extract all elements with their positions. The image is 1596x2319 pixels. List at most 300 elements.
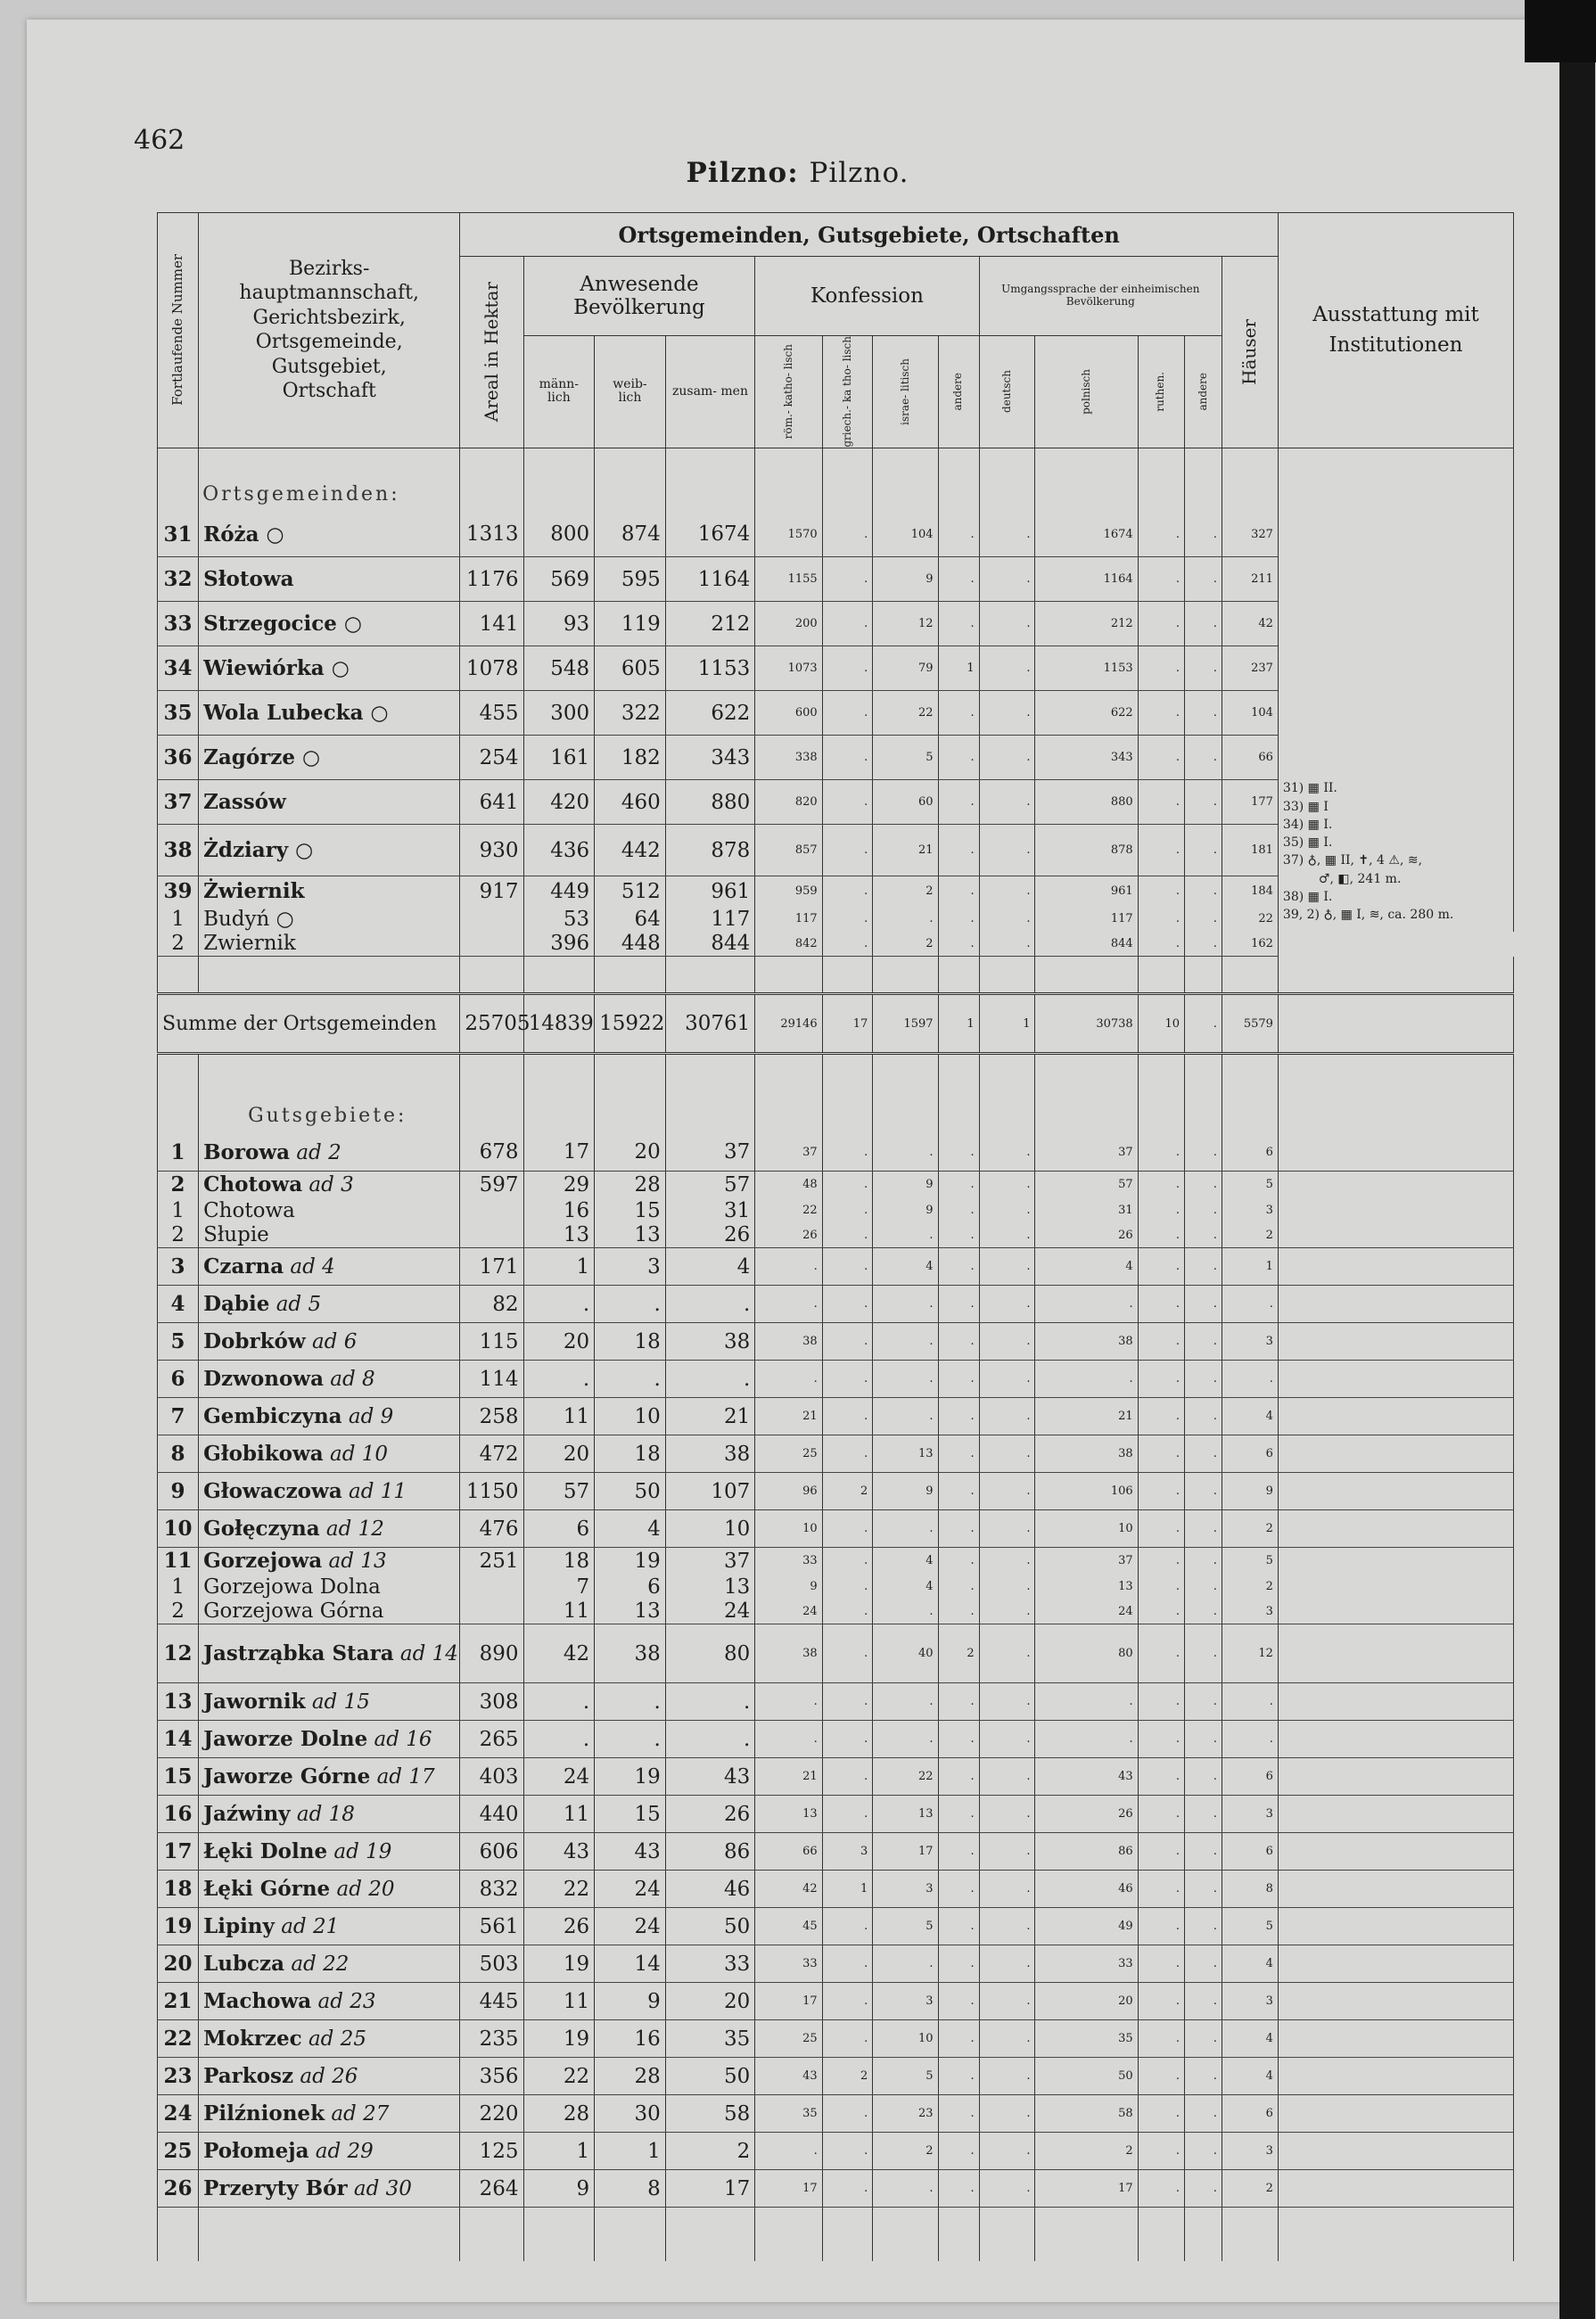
cell-m: 43 <box>523 1833 595 1871</box>
place-name-text: Gorzejowa <box>203 1549 323 1574</box>
spacer-cell <box>158 1054 199 1134</box>
cell-po: 58 <box>1035 2095 1138 2133</box>
cell-an: . <box>938 1599 979 1624</box>
row-number: 3 <box>158 1248 199 1286</box>
col-weiblich: weib- lich <box>595 336 666 448</box>
cell-w: . <box>595 1721 666 1758</box>
place-name <box>199 1683 460 1721</box>
table-row <box>158 1721 1514 1758</box>
reference-note: ad 15 <box>305 1690 370 1715</box>
cell-w: 19 <box>595 1758 666 1796</box>
cell-an2: . <box>1185 1286 1222 1323</box>
cell-w: 8 <box>595 2170 666 2208</box>
cell-areal: 678 <box>460 1134 523 1172</box>
cell-an2: . <box>1185 1223 1222 1248</box>
cell-m: . <box>523 1361 595 1398</box>
table-row <box>158 2170 1514 2208</box>
cell-z: 2 <box>665 2133 755 2170</box>
place-name-text: Parkosz <box>203 2064 294 2089</box>
summe-po: 30738 <box>1035 994 1138 1054</box>
place-name <box>199 2020 460 2058</box>
reference-note: ad 5 <box>269 1293 322 1317</box>
cell-m: 161 <box>523 736 595 780</box>
cell-is: 2 <box>873 876 938 907</box>
cell-de: . <box>979 1624 1035 1683</box>
group-title: Ortsgemeinden, Gutsgebiete, Ortschaften <box>460 213 1279 257</box>
cell-ausstattung <box>1278 1223 1513 1248</box>
cell-is: 9 <box>873 1198 938 1223</box>
cell-an: . <box>938 1575 979 1599</box>
table-row <box>158 1575 1514 1599</box>
cell-rk: 38 <box>755 1323 822 1361</box>
cell-ausstattung <box>1278 2020 1513 2058</box>
place-name-text: Dzwonowa <box>203 1367 324 1392</box>
cell-an: 2 <box>938 1624 979 1683</box>
row-number: 39 <box>158 876 199 907</box>
place-name-text: Zagórze ○ <box>203 745 321 770</box>
summe-an: 1 <box>938 994 979 1054</box>
institution-entry: 35) ▦ I. <box>1282 835 1333 851</box>
cell-z: 35 <box>665 2020 755 2058</box>
cell-de: . <box>979 602 1035 646</box>
row-number: 1 <box>158 907 199 932</box>
cell-areal <box>460 932 523 957</box>
cell-z: . <box>665 1361 755 1398</box>
cell-de: . <box>979 1983 1035 2020</box>
cell-w: 4 <box>595 1510 666 1548</box>
cell-gk: . <box>822 1599 873 1624</box>
place-name-text: Jaźwiny <box>203 1802 291 1827</box>
cell-ru: . <box>1138 876 1184 907</box>
cell-m: . <box>523 1721 595 1758</box>
spacer-cell <box>595 2208 666 2261</box>
cell-w: 38 <box>595 1624 666 1683</box>
spacer-cell <box>1222 2208 1278 2261</box>
cell-de: . <box>979 1473 1035 1510</box>
cell-is: . <box>873 1323 938 1361</box>
reference-note: ad 17 <box>370 1765 435 1789</box>
row-number: 38 <box>158 825 199 876</box>
cell-h: 2 <box>1222 1575 1278 1599</box>
row-number: 12 <box>158 1624 199 1683</box>
place-name-text: Gembiczyna <box>203 1404 342 1429</box>
place-name <box>199 1871 460 1908</box>
place-name <box>199 1548 460 1575</box>
cell-de: . <box>979 932 1035 957</box>
cell-ru: . <box>1138 2058 1184 2095</box>
cell-ru: . <box>1138 1223 1184 1248</box>
cell-h: 5 <box>1222 1548 1278 1575</box>
reference-note: ad 27 <box>325 2102 390 2126</box>
row-number: 5 <box>158 1323 199 1361</box>
cell-is: . <box>873 1683 938 1721</box>
cell-rk: 9 <box>755 1575 822 1599</box>
cell-gk: 1 <box>822 1871 873 1908</box>
cell-is: 5 <box>873 736 938 780</box>
cell-po: 21 <box>1035 1398 1138 1435</box>
cell-de: . <box>979 1908 1035 1945</box>
row-number: 35 <box>158 691 199 736</box>
cell-z: . <box>665 1721 755 1758</box>
cell-m: 22 <box>523 2058 595 2095</box>
section-label: Ortsgemeinden: <box>199 448 460 513</box>
cell-rk: 43 <box>755 2058 822 2095</box>
place-name <box>199 736 460 780</box>
cell-de: . <box>979 1721 1035 1758</box>
spacer-cell <box>822 957 873 994</box>
cell-gk: . <box>822 646 873 691</box>
spacer-cell <box>523 2208 595 2261</box>
cell-is: 12 <box>873 602 938 646</box>
cell-w: . <box>595 1286 666 1323</box>
spacer-cell <box>755 2208 822 2261</box>
cell-an: . <box>938 1398 979 1435</box>
cell-po: 844 <box>1035 932 1138 957</box>
place-name <box>199 691 460 736</box>
cell-gk: . <box>822 1134 873 1172</box>
cell-h: 177 <box>1222 780 1278 825</box>
cell-m: 26 <box>523 1908 595 1945</box>
cell-h: 4 <box>1222 2020 1278 2058</box>
place-name-text: Dąbie <box>203 1292 270 1317</box>
cell-h: 3 <box>1222 2133 1278 2170</box>
cell-m: 20 <box>523 1323 595 1361</box>
row-number: 37 <box>158 780 199 825</box>
cell-w: 15 <box>595 1198 666 1223</box>
cell-is: 4 <box>873 1248 938 1286</box>
cell-is: 23 <box>873 2095 938 2133</box>
cell-po: 26 <box>1035 1796 1138 1833</box>
cell-is: 4 <box>873 1548 938 1575</box>
place-name <box>199 646 460 691</box>
cell-m: 24 <box>523 1758 595 1796</box>
cell-an: . <box>938 2058 979 2095</box>
cell-h: 9 <box>1222 1473 1278 1510</box>
spacer-cell <box>158 2208 199 2261</box>
cell-h: 3 <box>1222 1983 1278 2020</box>
cell-gk: 3 <box>822 1833 873 1871</box>
cell-an2: . <box>1185 1833 1222 1871</box>
cell-ausstattung <box>1278 2095 1513 2133</box>
cell-gk: . <box>822 2170 873 2208</box>
cell-ausstattung <box>1278 1361 1513 1398</box>
table-row <box>158 1361 1514 1398</box>
place-name-text: Głobikowa <box>203 1442 324 1467</box>
cell-po: 2 <box>1035 2133 1138 2170</box>
cell-w: 1 <box>595 2133 666 2170</box>
summe-an2: . <box>1185 994 1222 1054</box>
cell-po: . <box>1035 1683 1138 1721</box>
table-row <box>158 1286 1514 1323</box>
row-number: 1 <box>158 1575 199 1599</box>
place-name <box>199 1908 460 1945</box>
table-row <box>158 2133 1514 2170</box>
cell-de: . <box>979 780 1035 825</box>
cell-po: 80 <box>1035 1624 1138 1683</box>
cell-gk: . <box>822 557 873 602</box>
cell-gk: . <box>822 513 873 557</box>
cell-gk: . <box>822 1683 873 1721</box>
place-name-text: Słotowa <box>203 567 294 592</box>
place-name-text: Chotowa <box>203 1198 295 1222</box>
cell-an2: . <box>1185 1683 1222 1721</box>
place-name-text: Lipiny <box>203 1914 275 1939</box>
cell-areal: 403 <box>460 1758 523 1796</box>
cell-an2: . <box>1185 2095 1222 2133</box>
summe-z: 30761 <box>665 994 755 1054</box>
cell-w: 19 <box>595 1548 666 1575</box>
cell-ru: . <box>1138 1871 1184 1908</box>
cell-an2: . <box>1185 1945 1222 1983</box>
cell-an2: . <box>1185 2020 1222 2058</box>
cell-an2: . <box>1185 1435 1222 1473</box>
cell-is: 3 <box>873 1871 938 1908</box>
cell-an: . <box>938 1435 979 1473</box>
place-name-text: Łęki Dolne <box>203 1839 328 1864</box>
reference-note: ad 22 <box>284 1953 350 1977</box>
cell-de: . <box>979 1286 1035 1323</box>
cell-rk: . <box>755 1683 822 1721</box>
cell-areal: 472 <box>460 1435 523 1473</box>
place-name <box>199 1983 460 2020</box>
place-name <box>199 1435 460 1473</box>
spacer-cell <box>1278 1054 1513 1134</box>
col-konfession: Konfession <box>755 257 979 336</box>
place-name <box>199 932 460 957</box>
cell-areal: 445 <box>460 1983 523 2020</box>
row-number: 2 <box>158 1599 199 1624</box>
row-number: 25 <box>158 2133 199 2170</box>
cell-rk: 25 <box>755 2020 822 2058</box>
cell-de: . <box>979 1758 1035 1796</box>
cell-m: 548 <box>523 646 595 691</box>
cell-an2: . <box>1185 1361 1222 1398</box>
cell-rk: 842 <box>755 932 822 957</box>
summe-label: Summe der Ortsgemeinden <box>158 994 460 1054</box>
cell-gk: . <box>822 1435 873 1473</box>
reference-note: ad 29 <box>309 2140 374 2164</box>
cell-z: 1674 <box>665 513 755 557</box>
spacer-cell <box>595 957 666 994</box>
cell-ausstattung <box>1278 1323 1513 1361</box>
cell-areal <box>460 1599 523 1624</box>
place-name-text: Wola Lubecka ○ <box>203 701 389 726</box>
cell-rk: 1570 <box>755 513 822 557</box>
cell-an: . <box>938 1510 979 1548</box>
cell-z: 880 <box>665 780 755 825</box>
col-haeuser: Häuser <box>1222 257 1278 448</box>
cell-w: 15 <box>595 1796 666 1833</box>
cell-po: 17 <box>1035 2170 1138 2208</box>
row-number: 36 <box>158 736 199 780</box>
cell-de: . <box>979 646 1035 691</box>
row-number: 1 <box>158 1134 199 1172</box>
cell-gk: . <box>822 2133 873 2170</box>
spacer-cell <box>755 1054 822 1134</box>
cell-rk: 600 <box>755 691 822 736</box>
place-name-text: Jaworze Dolne <box>203 1727 368 1752</box>
table-body <box>158 448 1514 2261</box>
cell-rk: 17 <box>755 1983 822 2020</box>
table-row <box>158 2020 1514 2058</box>
cell-h: 211 <box>1222 557 1278 602</box>
place-name <box>199 1223 460 1248</box>
cell-w: . <box>595 1361 666 1398</box>
row-number: 10 <box>158 1510 199 1548</box>
cell-gk: . <box>822 1721 873 1758</box>
cell-w: 13 <box>595 1223 666 1248</box>
spacer-cell <box>460 2208 523 2261</box>
cell-gk: . <box>822 825 873 876</box>
table-row <box>158 1223 1514 1248</box>
cell-is: 22 <box>873 1758 938 1796</box>
spacer-cell <box>1035 2208 1138 2261</box>
summe-is: 1597 <box>873 994 938 1054</box>
cell-z: 38 <box>665 1435 755 1473</box>
col-deutsch: deutsch <box>979 336 1035 448</box>
cell-ru: . <box>1138 2020 1184 2058</box>
cell-z: 33 <box>665 1945 755 1983</box>
cell-an2: . <box>1185 1134 1222 1172</box>
cell-rk: 38 <box>755 1624 822 1683</box>
cell-an2: . <box>1185 780 1222 825</box>
cell-de: . <box>979 876 1035 907</box>
cell-rk: 96 <box>755 1473 822 1510</box>
cell-gk: . <box>822 1983 873 2020</box>
place-name-text: Budyń ○ <box>203 907 294 931</box>
institution-entry: 37) ♁, ▦ II, ✝, 4 ⚠, ≋, <box>1282 853 1423 868</box>
cell-m: 420 <box>523 780 595 825</box>
cell-w: 14 <box>595 1945 666 1983</box>
cell-m: 569 <box>523 557 595 602</box>
cell-w: 512 <box>595 876 666 907</box>
cell-z: 26 <box>665 1796 755 1833</box>
spacer-cell <box>1222 957 1278 994</box>
spacer-cell <box>938 957 979 994</box>
place-name-text: Zwiernik <box>203 932 296 956</box>
cell-gk: . <box>822 1223 873 1248</box>
cell-is: 9 <box>873 557 938 602</box>
cell-ru: . <box>1138 557 1184 602</box>
cell-is: 13 <box>873 1796 938 1833</box>
cell-de: . <box>979 1548 1035 1575</box>
cell-m: 1 <box>523 1248 595 1286</box>
cell-an2: . <box>1185 1599 1222 1624</box>
cell-areal: 930 <box>460 825 523 876</box>
place-name-text: Jawornik <box>203 1690 306 1715</box>
cell-z: 961 <box>665 876 755 907</box>
cell-h: 4 <box>1222 1945 1278 1983</box>
place-name-text: Chotowa <box>203 1172 303 1197</box>
table-row <box>158 1134 1514 1172</box>
cell-ausstattung <box>1278 1134 1513 1172</box>
cell-w: 3 <box>595 1248 666 1286</box>
cell-de: . <box>979 1796 1035 1833</box>
cell-z: 37 <box>665 1548 755 1575</box>
cell-gk: . <box>822 932 873 957</box>
row-number: 24 <box>158 2095 199 2133</box>
cell-areal: 114 <box>460 1361 523 1398</box>
cell-z: 46 <box>665 1871 755 1908</box>
cell-z: 86 <box>665 1833 755 1871</box>
cell-is: 17 <box>873 1833 938 1871</box>
cell-is: . <box>873 1510 938 1548</box>
cell-ru: . <box>1138 1286 1184 1323</box>
cell-h: . <box>1222 1286 1278 1323</box>
trailing-row <box>158 2208 1514 2261</box>
place-name <box>199 1721 460 1758</box>
cell-h: 1 <box>1222 1248 1278 1286</box>
spacer-cell <box>979 957 1035 994</box>
cell-de: . <box>979 1945 1035 1983</box>
row-number: 34 <box>158 646 199 691</box>
cell-w: 18 <box>595 1323 666 1361</box>
cell-areal: 606 <box>460 1833 523 1871</box>
cell-an: . <box>938 1172 979 1198</box>
place-name <box>199 1473 460 1510</box>
cell-an2: . <box>1185 1510 1222 1548</box>
table-row <box>158 1435 1514 1473</box>
cell-areal: 265 <box>460 1721 523 1758</box>
table-row <box>158 1172 1514 1198</box>
cell-w: 6 <box>595 1575 666 1599</box>
cell-rk: 21 <box>755 1398 822 1435</box>
cell-z: . <box>665 1683 755 1721</box>
cell-rk: 1073 <box>755 646 822 691</box>
cell-de: . <box>979 513 1035 557</box>
cell-w: 322 <box>595 691 666 736</box>
spacer-cell <box>1138 957 1184 994</box>
cell-ausstattung <box>1278 1908 1513 1945</box>
cell-is: 4 <box>873 1575 938 1599</box>
cell-de: . <box>979 907 1035 932</box>
spacer-cell <box>873 2208 938 2261</box>
cell-rk: 37 <box>755 1134 822 1172</box>
cell-w: 16 <box>595 2020 666 2058</box>
cell-w: . <box>595 1683 666 1721</box>
row-number: 2 <box>158 1223 199 1248</box>
cell-w: 10 <box>595 1398 666 1435</box>
place-name <box>199 1286 460 1323</box>
cell-is: 9 <box>873 1473 938 1510</box>
table-row <box>158 2058 1514 2095</box>
cell-m: 53 <box>523 907 595 932</box>
cell-is: 2 <box>873 932 938 957</box>
place-name <box>199 1575 460 1599</box>
cell-an: . <box>938 2020 979 2058</box>
table-row <box>158 1248 1514 1286</box>
cell-w: 28 <box>595 2058 666 2095</box>
cell-ru: . <box>1138 513 1184 557</box>
place-name-text: Jastrząbka Stara <box>203 1641 394 1666</box>
row-number: 17 <box>158 1833 199 1871</box>
cell-ru: . <box>1138 1796 1184 1833</box>
place-name <box>199 2058 460 2095</box>
cell-z: 43 <box>665 1758 755 1796</box>
cell-areal: 476 <box>460 1510 523 1548</box>
table-row <box>158 1871 1514 1908</box>
cell-gk: . <box>822 876 873 907</box>
statistics-table <box>157 212 1514 2261</box>
cell-ru: . <box>1138 736 1184 780</box>
scan-edge <box>1559 0 1595 2319</box>
cell-z: 17 <box>665 2170 755 2208</box>
cell-an: . <box>938 780 979 825</box>
cell-ausstattung <box>1278 2058 1513 2095</box>
spacer-cell <box>1222 1054 1278 1134</box>
cell-de: . <box>979 1871 1035 1908</box>
place-name <box>199 1945 460 1983</box>
